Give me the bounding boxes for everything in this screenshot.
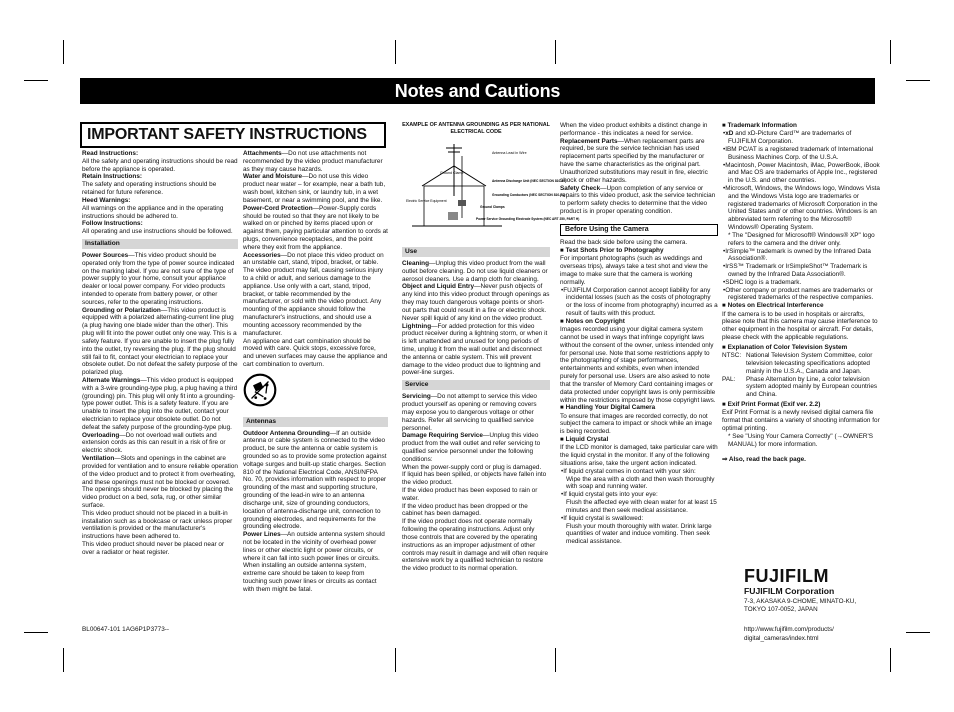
lead: Power Sources (82, 251, 129, 259)
paragraph: If the camera is to be used in hospitals or aircrafts, please note that this camera may cause interference to other equipment in the hospital or aircraft. For details, please check with the applicable regulations. (722, 310, 878, 341)
crop-mark (555, 40, 556, 64)
text: —When replacement parts are required, be sure the service technician has used replacement parts specified by the manufacturer or have the same characteristics as the original part. Unauthorized substitutions may result in fire, electric shock or other hazards. (560, 137, 708, 184)
text: —Do not overload wall outlets and extension cords as this can result in a risk of fire or electric shock. (82, 431, 226, 455)
ctv-key: PAL: (722, 375, 736, 383)
heading: ■ Exif Print Format (Exif ver. 2.2) (722, 401, 880, 409)
paragraph: An appliance and cart combination should be moved with care. Quick stops, excessive force, and uneven surfaces may cause the appliance and cart combination to overturn. (243, 337, 388, 368)
lead: Lightning (402, 322, 432, 330)
text: —This video product is equipped with a polarized alternating-current line plug (a plug having one blade wider than the other). This plug will fit into the power outlet only one way. This is a safety feature. If you are unable to insert the plug fully into the outlet, try reversing the plug. If the plug should still fail to fit, contact your electrician to replace your obsolete outlet. Do not defeat the safety purpose of the polarized plug. (82, 306, 238, 377)
lead: Safety Check (560, 184, 601, 192)
lead: Servicing (402, 393, 431, 401)
section-installation: Installation (82, 239, 238, 249)
crop-mark (63, 648, 64, 672)
list-item: • Microsoft, Windows, the Windows logo, Windows Vista and the Windows Vista logo are trademarks or registered trademarks of Microsoft Corporation in the United States and/ or other countries. Windows is an abbreviated term referring to the Microsoft® Windows® Operating System. (722, 185, 880, 232)
cart-tipover-warning-icon (243, 373, 277, 407)
paragraph (82, 377, 238, 432)
heading: Heed Warnings: (82, 196, 131, 204)
text: —Slots and openings in the cabinet are provided for ventilation and to ensure reliable operation of the video product and to protect it from overheating, and these openings must not be blocked or covered. (82, 455, 238, 486)
heading: ■ Notes on Electrical Interference (722, 302, 880, 310)
paragraph (82, 455, 238, 486)
lead: Power-Cord Protection (243, 204, 313, 212)
crop-mark (906, 80, 930, 81)
ctv-value: Phase Alternation by Line, a color television system adopted mainly by European countries and China. (746, 375, 878, 399)
text: —Unplug this video product from the wall outlet before cleaning. Do not use liquid cleaners or aerosol cleaners. Use a damp cloth for cleaning. (402, 260, 548, 283)
paragraph: To ensure that images are recorded correctly, do not subject the camera to impact or shock while an image is being recorded. (560, 412, 713, 436)
text: —Do not attempt to service this video product yourself as opening or removing covers may expose you to dangerous voltage or other hazards. Refer all servicing to qualified service personnel. (402, 393, 537, 432)
lead: Overloading (82, 431, 120, 439)
address-line: 7-3, AKASAKA 9-CHOME, MINATO-KU, (744, 598, 857, 606)
ctv-row (722, 376, 880, 399)
paragraph: If the LCD monitor is damaged, take particular care with the liquid crystal in the monitor. If any of the following situations arise, take the urgent action indicated. (560, 444, 718, 468)
column-3 (402, 244, 550, 573)
diagram-graphic (402, 136, 580, 236)
lead: Cleaning (402, 260, 429, 268)
list-item: If the video product does not operate normally following the operating instructions. Adjust only those controls that are covered by the operating instructions as an improper adjustment of other controls may result in damage and will often require extensive work by a qualified technician to restore the video product to its normal operation. (402, 518, 548, 573)
list-item: If liquid has been spilled, or objects have fallen into the video product. (402, 471, 547, 487)
heading: ■ Test Shots Prior to Photography (560, 247, 718, 255)
list-item: • Other company or product names are trademarks or registered trademarks of the respective companies. (722, 287, 880, 303)
company-name: FUJIFILM Corporation (744, 586, 835, 596)
lead: Replacement Parts (560, 137, 618, 145)
lead: Grounding or Polarization (82, 306, 161, 314)
list-item: If the video product has been dropped or the cabinet has been damaged. (402, 502, 528, 518)
label-grounding-conductors: Grounding Conductors (NEC SECTION 810-21) (492, 192, 566, 197)
list-item: • IBM PC/AT is a registered trademark of International Business Machines Corp. of the U.S.A. (722, 146, 880, 162)
label-antenna-lead: Antenna Lead in Wire (492, 150, 527, 155)
label-ground-clamps: Ground Clamps (480, 204, 505, 209)
heading: ■ Handling Your Digital Camera (560, 404, 718, 412)
text: —This video product is equipped with a 3-wire grounding-type plug, a plug having a third (grounding) pin. This plug will only fit into a grounding-type power outlet. This is a safety feature. If you are unable to insert the plug into the outlet, contact your electrician to replace your obsolete outlet. Do not defeat the safety purpose of the grounding-type plug. (82, 376, 238, 431)
paragraph (560, 138, 718, 185)
heading: ■ Liquid Crystal (560, 436, 718, 444)
paragraph: For important photographs (such as weddings and overseas trips), always take a test shot and view the image to make sure that the camera is working normally. (560, 255, 708, 286)
note: * The "Designed for Microsoft® Windows® XP" logo refers to the camera and the driver only. (728, 231, 875, 247)
ctv-row (722, 352, 880, 375)
heading: Retain Instructions: (82, 173, 143, 181)
note: * See "Using Your Camera Correctly" (→OWNER'S MANUAL) for more information. (728, 432, 873, 448)
text: —Never push objects of any kind into this video product through openings as they may touch dangerous voltage points or short-out parts that could result in a fire or electric shock. Never spill liquid of any kind on the video product. (402, 283, 550, 322)
heading: Read Instructions: (82, 150, 139, 157)
document-code: BL00647-101 1AG6P1P3773-- (82, 626, 170, 633)
text: —Unplug this video product from the wall outlet and refer servicing to qualified service personnel under the following conditions: (402, 432, 541, 463)
paragraph: All operating and use instructions should be followed. (82, 228, 233, 236)
heading: ■ Explanation of Color Television System (722, 344, 880, 352)
paragraph: This video product should never be placed near or over a radiator or heat register. (82, 541, 225, 556)
page-banner: Notes and Cautions (80, 78, 875, 104)
text: —Upon completion of any service or repairs to this video product, ask the service technician to perform safety checks to determine that the video product is in proper operating condition. (560, 184, 716, 215)
text: and xD-Picture Card™ are trademarks of FUJIFILM Corporation. (728, 130, 852, 146)
label-service-equipment: Electric Service Equipment (406, 198, 447, 203)
url-line: http://www.fujifilm.com/products/ (744, 626, 834, 634)
crop-mark (24, 632, 48, 633)
list-item: • IrSS™ Trademark or IrSimpleShot™ Trademark is owned by the Infrared Data Association®. (722, 263, 880, 279)
crop-mark (395, 648, 396, 672)
crop-mark (890, 40, 891, 64)
text: —An outside antenna system should not be located in the vicinity of overhead power lines or other electric light or power circuits, or where it can fall into such power lines or circuits. When installing an outside antenna system, extreme care should be taken to keep from touching such power lines or circuits as contact with them might be fatal. (243, 531, 385, 593)
text: —If an outside antenna or cable system is connected to the video product, be sure the antenna or cable system is grounded so as to provide some protection against voltage surges and built-up static charges. Section 810 of the National Electrical Code, ANSI/NFPA No. 70, provides information with respect to proper grounding of the mast and supporting structure, grounding of the lead-in wire to an antenna discharge unit, size of grounding conductors, location of antenna-discharge unit, connection to grounding electrodes, and requirements for the grounding electrode. (243, 429, 387, 531)
section-use: Use (402, 247, 550, 257)
paragraph (243, 173, 388, 204)
paragraph: The safety and operating instructions should be retained for future reference. (82, 181, 217, 197)
address-line: TOKYO 107-0052, JAPAN (744, 606, 818, 614)
crop-mark (63, 40, 64, 64)
paragraph (243, 150, 388, 173)
column-4 (560, 122, 718, 546)
antenna-grounding-diagram (402, 122, 580, 242)
list-item: • Macintosh, Power Macintosh, iMac, PowerBook, iBook and Mac OS are trademarks of Apple Inc., registered in the U.S. and other countries. (722, 162, 880, 185)
paragraph: This video product should not be placed in a built-in installation such as a bookcase or rack unless proper ventilation is provided or the manufacturer's instructions have been adhered to. (82, 509, 233, 541)
list-item: • FUJIFILM Corporation cannot accept liability for any incidental losses (such as the costs of photography or the loss of income from photography) incurred as a result of faults with this product. (560, 287, 718, 318)
paragraph (82, 252, 238, 307)
paragraph: The openings should never be blocked by placing the video product on a bed, sofa, rug, or other similar surface. (82, 486, 233, 509)
lead: Ventilation (82, 455, 115, 463)
lead: Outdoor Antenna Grounding (243, 429, 330, 437)
website-url[interactable] (744, 626, 856, 643)
heading: Follow Instructions: (82, 220, 143, 228)
list-item: • IrSimple™ trademark is owned by the Infrared Data Association®. (722, 248, 880, 264)
paragraph (243, 252, 388, 338)
crop-mark (890, 648, 891, 672)
lead: Alternate Warnings (82, 376, 141, 384)
label-power-service: Power Service Grounding Electrode System (NEC ART 250, PART H) (476, 216, 580, 221)
list-item-text: Flush your mouth thoroughly with water. Drink large quantities of water and induce vomiting. Then seek medical assistance. (566, 522, 712, 546)
column-5 (722, 122, 880, 464)
text: —Do not place this video product on an unstable cart, stand, tripod, bracket, or table. The video product may fall, causing serious injury to a child or adult, and serious damage to the appliance. Use only with a cart, stand, tripod, bracket, or table recommended by the manufacturer, or sold with the video product. Any mounting of the appliance should follow the manufacturer's instructions, and should use a mounting accessory recommended by the manufacturer. (243, 251, 384, 337)
ctv-value: National Television System Committee, color television telecasting specifications adopted mainly in the U.S.A., Canada and Japan. (746, 352, 873, 375)
lead: Damage Requiring Service (402, 432, 483, 440)
paragraph (243, 531, 388, 594)
safety-title-box (80, 122, 386, 148)
text: —This video product should be operated only from the type of power source indicated on the marking label. If you are not sure of the type of power supply to your home, consult your appliance dealer or local power company. For video products intended to operate from battery power, or other sources, refer to the operating instructions. (82, 251, 235, 306)
section-before-using: Before Using the Camera (560, 224, 718, 237)
list-item-title: • If liquid crystal comes in contact with your skin: (560, 468, 718, 476)
xd-logo-icon: xD (725, 130, 734, 138)
paragraph: Read the back side before using the camera. (560, 239, 688, 247)
ctv-key: NTSC: (722, 352, 742, 360)
list-item (722, 130, 880, 146)
list-item-title: • If liquid crystal is swallowed: (560, 515, 718, 523)
address (744, 598, 856, 614)
lead: Water and Moisture (243, 173, 303, 181)
crop-mark (555, 648, 556, 672)
list-item: If the video product has been exposed to rain or water. (402, 487, 538, 502)
paragraph (402, 432, 550, 463)
crop-mark (24, 80, 48, 81)
list-item: When the power-supply cord or plug is damaged. (402, 463, 542, 471)
crop-mark (395, 40, 396, 64)
text: —For added protection for this video product receiver during a lightning storm, or when it is left unattended and unused for long periods of time, unplug it from the wall outlet and disconnect the antenna or cable system. This will prevent damage to the video product due to lightning and power-line surges. (402, 322, 548, 377)
column-1 (82, 150, 238, 557)
url-line: digital_cameras/index.html (744, 634, 819, 642)
list-item-title: • If liquid crystal gets into your eye: (560, 491, 718, 499)
list-item: • SDHC logo is a trademark. (722, 279, 880, 287)
section-service: Service (402, 380, 550, 390)
heading: ■ Trademark Information (722, 122, 880, 130)
paragraph (82, 432, 238, 455)
paragraph (243, 205, 388, 252)
paragraph: All warnings on the appliance and in the operating instructions should be adhered to. (82, 204, 224, 220)
crop-mark (906, 632, 930, 633)
back-page-note: ⇒ Also, read the back page. (722, 456, 806, 464)
lead: Accessories (243, 251, 281, 259)
heading: ■ Notes on Copyright (560, 318, 718, 326)
section-antennas: Antennas (243, 417, 388, 427)
safety-title: IMPORTANT SAFETY INSTRUCTIONS (87, 126, 367, 143)
paragraph: All the safety and operating instructions should be read before the appliance is operated. (82, 157, 238, 173)
paragraph (560, 185, 718, 216)
paragraph (402, 283, 550, 322)
text: —Do not use this video product near water – for example, near a bath tub, wash bowl, kitchen sink, or laundry tub, in a wet basement, or near a swimming pool, and the like. (243, 173, 386, 204)
lead: Object and Liquid Entry (402, 283, 475, 291)
paragraph (82, 307, 238, 377)
text: —Power-Supply cords should be routed so that they are not likely to be walked on or pinched by items placed upon or against them, paying particular attention to cords at plugs, convenience receptacles, and the point where they exit from the appliance. (243, 204, 388, 251)
list-item-text: Flush the affected eye with clean water for at least 15 minutes and then seek medical assistance. (566, 499, 717, 514)
lead: Power Lines (243, 531, 281, 539)
paragraph: Images recorded using your digital camera system cannot be used in ways that infringe copyright laws without the consent of the owner, unless intended only for personal use. Note that some restrictions apply to the photographing of stage performances, entertainments and exhibits, even when intended purely for personal use. Users are also asked to note that the transfer of Memory Card containing images or data protected under copyright laws is only permissible within the restrictions imposed by those copyright laws. (560, 326, 716, 404)
text: —Do not use attachments not recommended by the video product manufacturer as they may cause hazards. (243, 150, 383, 173)
lead: Attachments (243, 150, 282, 157)
fujifilm-block (744, 567, 856, 643)
paragraph (243, 430, 388, 532)
column-2 (243, 150, 388, 594)
label-ground-clamp: Ground Clamp (440, 170, 464, 175)
paragraph (402, 323, 550, 378)
list-item-text: Wipe the area with a cloth and then wash thoroughly with soap and running water. (566, 475, 715, 491)
paragraph: Exif Print Format is a newly revised digital camera file format that contains a variety of shooting information for optimal printing. (722, 409, 880, 432)
paragraph (402, 260, 550, 283)
paragraph (402, 393, 550, 432)
fujifilm-logo: FUJIFILM (744, 566, 829, 586)
diagram-title: EXAMPLE OF ANTENNA GROUNDING AS PER NATIONAL ELECTRICAL CODE (402, 122, 550, 135)
paragraph: When the video product exhibits a distinct change in performance - this indicates a need for service. (560, 122, 708, 137)
label-discharge: Antenna Discharge Unit (NEC SECTION 810-20) (492, 178, 567, 183)
